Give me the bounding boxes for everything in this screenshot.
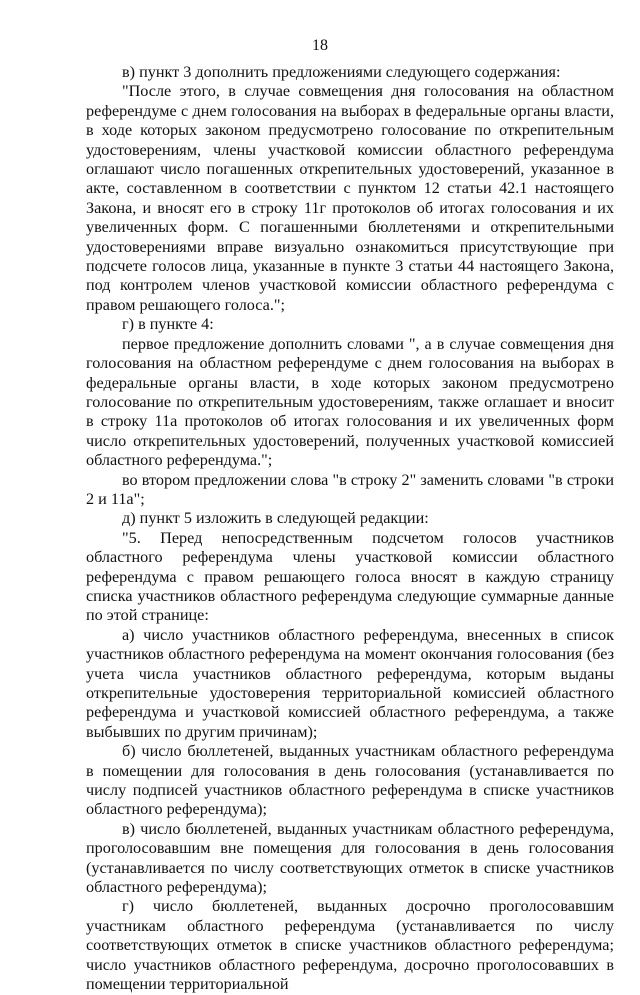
paragraph-item-g: г) в пункте 4:	[122, 315, 214, 334]
document-body	[86, 63, 614, 995]
paragraph-first-sentence-addition: первое предложение дополнить словами ", а в случае совмещения дня голосования на областном референдуме с днем голосования на выборах в федеральные органы власти, в ходе которых законом предусмотрено голосование по открепительным удостоверениям, также оглашает и вносит в строку 11а протоколов об итогах голосования и их увеличенных форм число открепительных удостоверений, полученных участковой комиссией областного референдума.";	[86, 334, 614, 470]
paragraph-subitem-a: а) число участников областного референдума, внесенных в список участников областного референдума на момент окончания голосования (без учета числа участников областного референдума, которым выданы открепительные удостоверения территориальной комиссией областного референдума и участковой комиссией областного референдума, а также выбывших по другим причинам);	[86, 625, 614, 741]
paragraph-second-sentence-replacement: во втором предложении слова "в строку 2" заменить словами "в строки 2 и 11а";	[86, 470, 614, 508]
paragraph-subitem-v: в) число бюллетеней, выданных участникам областного референдума, проголосовавшим вне помещения для голосования в день голосования (устанавливается по числу соответствующих отметок в списке участников областного референдума);	[86, 819, 614, 897]
paragraph-quoted-addition: "После этого, в случае совмещения дня голосования на областном референдуме с днем голосования на выборах в федеральные органы власти, в ходе которых законом предусмотрено голосование по открепительным удостоверениям, члены участковой комиссии областного референдума оглашают число погашенных открепительных удостоверений, указанное в акте, составленном в соответствии с пунктом 12 статьи 42.1 настоящего Закона, и вносят его в строку 11г протоколов об итогах голосования и их увеличенных форм. С погашенными бюллетенями и открепительными удостоверениями вправе визуально ознакомиться присутствующие при подсчете голосов лица, указанные в пункте 3 статьи 44 настоящего Закона, под контролем членов участковой комиссии областного референдума с правом решающего голоса.";	[86, 82, 614, 314]
page-number: 18	[312, 37, 328, 54]
paragraph-item-d: д) пункт 5 изложить в следующей редакции:	[122, 509, 429, 528]
paragraph-item-v: в) пункт 3 дополнить предложениями следующего содержания:	[122, 63, 561, 81]
paragraph-subitem-g: г) число бюллетеней, выданных досрочно проголосовавшим участникам областного референдума (устанавливается по числу соответствующих отметок в списке участников областного референдума; число участников областного референдума, досрочно проголосовавших в помещении территориальной	[86, 897, 614, 994]
paragraph-point-5: "5. Перед непосредственным подсчетом голосов участников областного референдума члены участковой комиссии областного референдума с правом решающего голоса вносят в каждую страницу списка участников областного референдума следующие суммарные данные по этой странице:	[86, 528, 614, 625]
paragraph-subitem-b: б) число бюллетеней, выданных участникам областного референдума в помещении для голосования в день голосования (устанавливается по числу подписей участников областного референдума в списке участников областного референдума);	[86, 742, 614, 819]
